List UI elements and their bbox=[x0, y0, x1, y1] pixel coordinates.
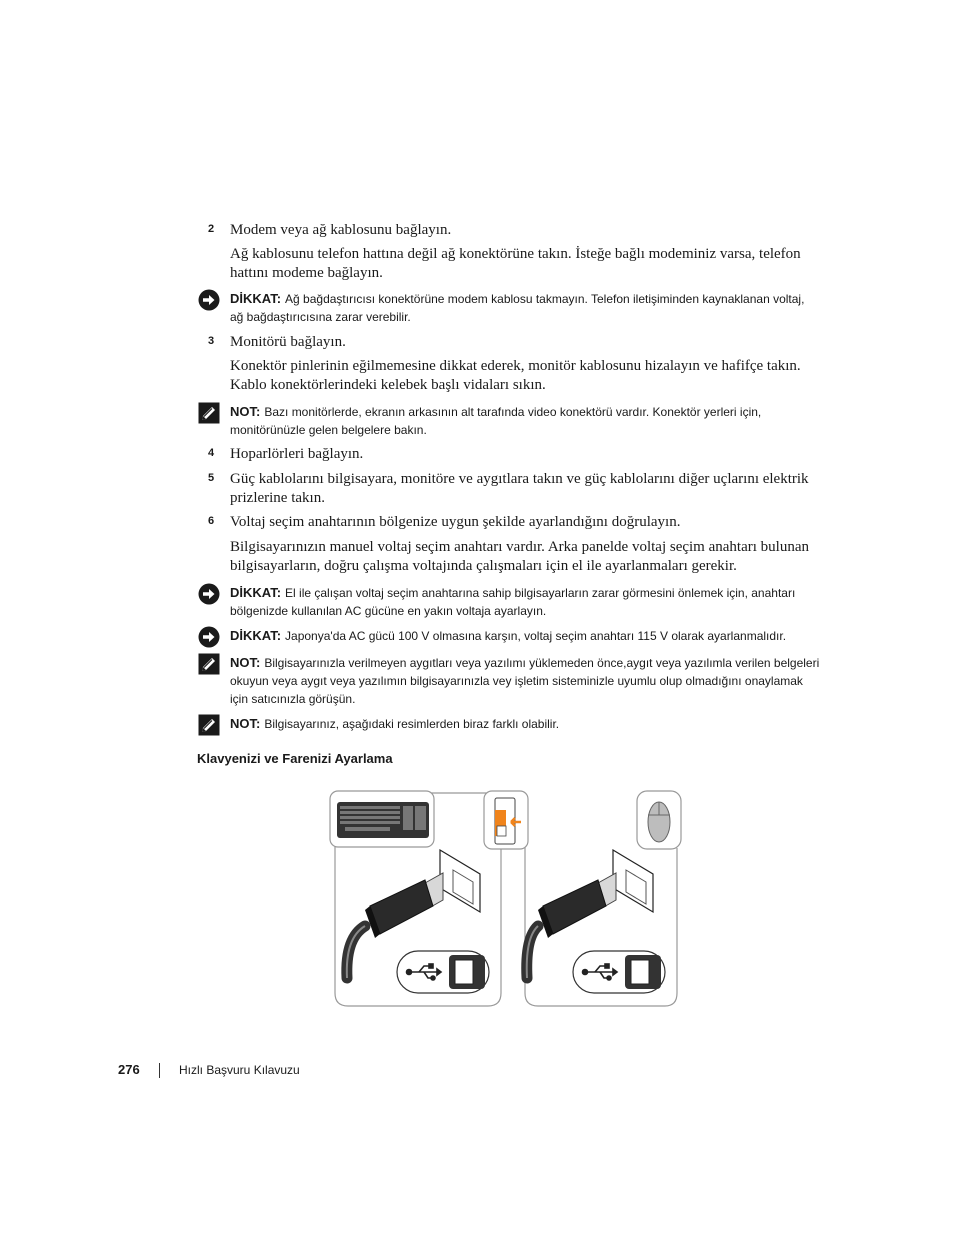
notice-body bbox=[230, 627, 830, 645]
step-number: 2 bbox=[208, 223, 215, 235]
left-usb-port bbox=[397, 951, 489, 993]
notice-label: NOT: bbox=[230, 655, 261, 670]
note-icon bbox=[198, 653, 220, 675]
notice-label: DİKKAT: bbox=[230, 291, 282, 306]
paragraph-monitor: Konektör pinlerinin eğilmemesine dikkat ederek, monitör kablosunu hizalayın ve hafifçe takın. Kablo konektörlerindeki kelebek başlı vidaları sıkın. bbox=[230, 358, 801, 393]
note-icon bbox=[198, 402, 220, 424]
step-text: Modem veya ağ kablosunu bağlayın. bbox=[230, 222, 452, 238]
section-heading: Klavyenizi ve Farenizi Ayarlama bbox=[197, 751, 393, 766]
paragraph-voltage: Bilgisayarınızın manuel voltaj seçim anahtarı vardır. Arka panelde voltaj seçim anahtarı bulunan bilgisayarların, doğru çalışma voltajında çalışmaları için el ile ayarlanmaları gerekir. bbox=[230, 539, 809, 574]
step-number: 5 bbox=[208, 472, 215, 484]
step-text: Monitörü bağlayın. bbox=[230, 334, 346, 350]
caution-icon bbox=[198, 583, 220, 605]
step-number: 3 bbox=[208, 335, 215, 347]
keyboard-mouse-illustration bbox=[325, 788, 685, 1010]
notice-body bbox=[230, 654, 820, 708]
keyboard-icon bbox=[330, 791, 434, 847]
step-number: 6 bbox=[208, 515, 215, 527]
notice-text: Bilgisayarınız, aşağıdaki resimlerden biraz farklı olabilir. bbox=[264, 717, 560, 731]
notice-body bbox=[230, 584, 820, 620]
step-number: 4 bbox=[208, 447, 215, 459]
step-text: Voltaj seçim anahtarının bölgenize uygun şekilde ayarlandığını doğrulayın. bbox=[230, 514, 681, 530]
notice-text: Bazı monitörlerde, ekranın arkasının alt tarafında video konektörü vardır. Konektör yerleri için, monitörünüzle gelen belgelere bakın. bbox=[230, 405, 762, 437]
notice-label: DİKKAT: bbox=[230, 628, 282, 643]
notice-text: Ağ bağdaştırıcısı konektörüne modem kablosu takmayın. Telefon iletişiminden kaynaklanan voltaj, ağ bağdaştırıcısına zarar verebilir. bbox=[230, 292, 805, 324]
notice-label: NOT: bbox=[230, 716, 261, 731]
paragraph-network: Ağ kablosunu telefon hattına değil ağ konektörüne takın. İsteğe bağlı modeminiz varsa, telefon hattını modeme bağlayın. bbox=[230, 246, 801, 281]
notice-body bbox=[230, 403, 820, 439]
step-text: Güç kablolarını bilgisayara, monitöre ve aygıtlara takın ve güç kablolarını diğer uçlarını elektrik prizlerine takın. bbox=[230, 471, 809, 506]
caution-icon bbox=[198, 289, 220, 311]
notice-label: NOT: bbox=[230, 404, 261, 419]
note-icon bbox=[198, 714, 220, 736]
notice-body bbox=[230, 715, 820, 733]
caution-icon bbox=[198, 626, 220, 648]
usb-port-icon bbox=[484, 791, 528, 849]
right-usb-port bbox=[573, 951, 665, 993]
footer-divider bbox=[159, 1063, 160, 1078]
page-number: 276 bbox=[118, 1062, 140, 1077]
notice-text: El ile çalışan voltaj seçim anahtarına sahip bilgisayarların zarar görmesini önlemek için, anahtarı bölgenizde kullanılan AC gücüne en yakın voltaja ayarlayın. bbox=[230, 586, 796, 618]
step-text: Hoparlörleri bağlayın. bbox=[230, 446, 364, 462]
mouse-icon bbox=[637, 791, 681, 849]
notice-text: Japonya'da AC gücü 100 V olmasına karşın, voltaj seçim anahtarı 115 V olarak ayarlanmalıdır. bbox=[285, 629, 787, 643]
notice-label: DİKKAT: bbox=[230, 585, 282, 600]
notice-body bbox=[230, 290, 820, 326]
footer-title: Hızlı Başvuru Kılavuzu bbox=[179, 1063, 300, 1077]
notice-text: Bilgisayarınızla verilmeyen aygıtları veya yazılımı yüklemeden önce,aygıt veya yazılımla verilen belgeleri okuyun veya aygıt veya yazılımın bilgisayarınızla vey işletim sisteminizle uyumlu olup olmadığını onaylamak için satıcınızla görüşün. bbox=[230, 656, 820, 706]
